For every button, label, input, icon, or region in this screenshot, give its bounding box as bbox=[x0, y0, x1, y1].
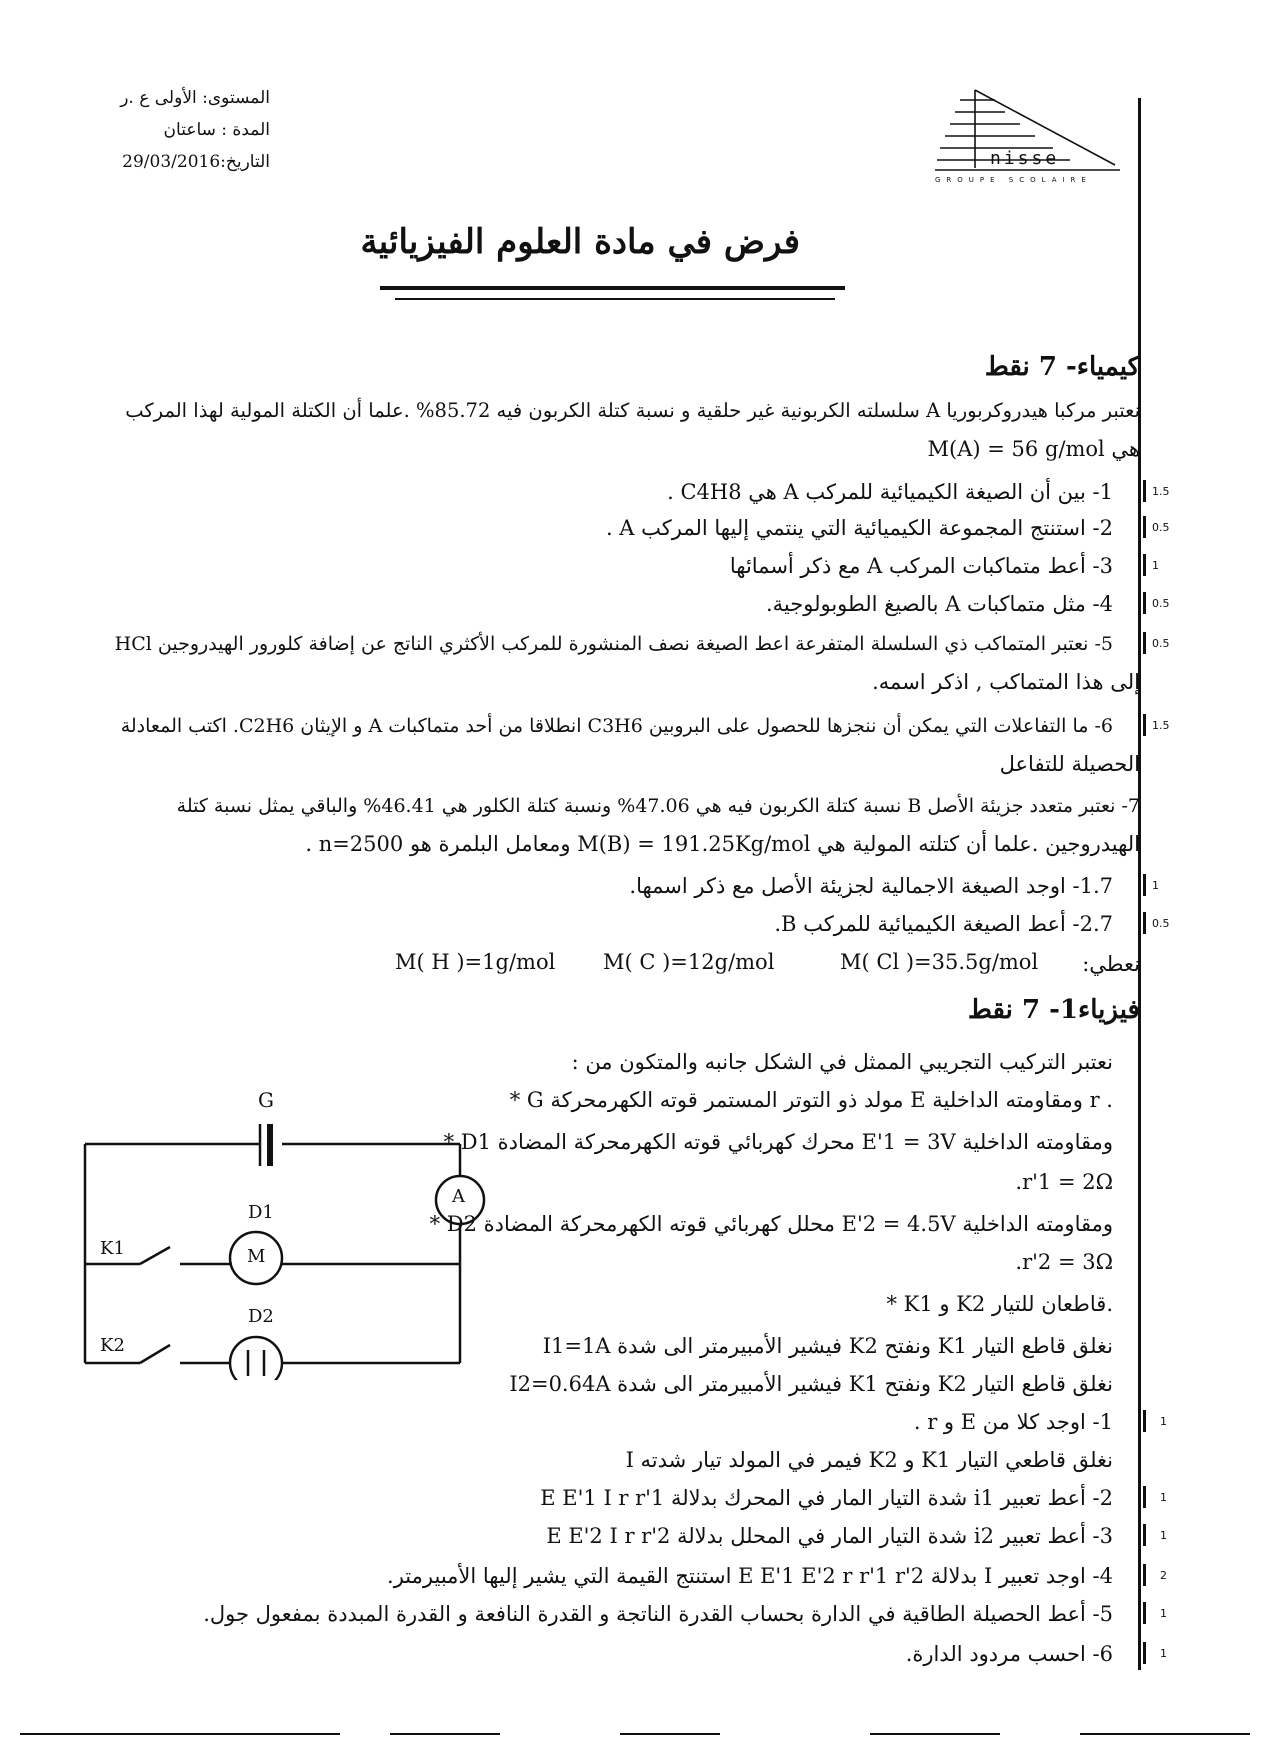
points-marker bbox=[1143, 480, 1146, 502]
switch-k1-label: K1 bbox=[100, 1238, 125, 1259]
points-marker bbox=[1143, 1564, 1146, 1586]
points-marker bbox=[1143, 1486, 1146, 1508]
chem-question-3: 3- أعط متماكبات المركب A مع ذكر أسمائها bbox=[729, 554, 1113, 578]
chem-points-7-1: 1 bbox=[1152, 879, 1159, 892]
title-underline-thin bbox=[395, 298, 835, 300]
chem-question-7-line1: 7- نعتبر متعدد جزيئة الأصل B نسبة كتلة الكربون فيه هي 47.06% ونسبة كتلة الكلور هي 46.41% والباقي يمثل نسبة كتلة bbox=[176, 795, 1140, 817]
footer-rule bbox=[390, 1733, 500, 1735]
footer-rule bbox=[1080, 1733, 1250, 1735]
phys-question-3: 3- أعط تعبير i2 شدة التيار المار في المحلل بدلالة E E'2 I r r'2 bbox=[546, 1524, 1113, 1548]
chemistry-intro-2: هي M(A) = 56 g/mol bbox=[927, 437, 1140, 461]
generator-label: G bbox=[258, 1088, 274, 1112]
header-level: المستوى: الأولى ع .ر bbox=[120, 88, 270, 108]
points-marker bbox=[1143, 1524, 1146, 1546]
chem-question-7-1: 1.7- اوجد الصيغة الاجمالية لجزيئة الأصل مع ذكر اسمها. bbox=[629, 874, 1113, 898]
given-label: نعطي: bbox=[1082, 952, 1140, 976]
phys-question-1: 1- اوجد كلا من E و r . bbox=[913, 1410, 1113, 1434]
physics-item-electrolyzer: * D2 محلل كهربائي قوته الكهرمحركة المضادة E'2 = 4.5V ومقاومته الداخلية bbox=[429, 1212, 1113, 1236]
points-marker bbox=[1143, 516, 1146, 538]
phys-points-1: 1 bbox=[1160, 1415, 1167, 1428]
points-marker bbox=[1143, 874, 1146, 896]
physics-item-k1-closed: نغلق قاطع التيار K1 ونفتح K2 فيشير الأمبيرمتر الى شدة I1=1A bbox=[542, 1334, 1113, 1358]
page-title: فرض في مادة العلوم الفيزيائية bbox=[360, 222, 800, 262]
given-cl: M( Cl )=35.5g/mol bbox=[840, 950, 1039, 974]
given-c: M( C )=12g/mol bbox=[603, 950, 775, 974]
phys-points-6: 1 bbox=[1160, 1647, 1167, 1660]
logo-subtitle: GROUPE SCOLAIRE bbox=[935, 176, 1092, 184]
phys-question-6: 6- احسب مردود الدارة. bbox=[905, 1642, 1113, 1666]
header-duration: المدة : ساعتان bbox=[163, 120, 270, 140]
chemistry-heading: كيمياء- 7 نقط bbox=[984, 352, 1140, 382]
margin-rule bbox=[1138, 98, 1141, 1670]
points-marker bbox=[1143, 1602, 1146, 1624]
chem-question-1: 1- بين أن الصيغة الكيميائية للمركب A هي C4H8 . bbox=[667, 480, 1113, 504]
motor-label: D1 bbox=[248, 1202, 274, 1223]
chemistry-intro-1: نعتبر مركبا هيدروكربوريا A سلسلته الكربونية غير حلقية و نسبة كتلة الكربون فيه 85.72% .علما أن الكتلة المولية لهذا المركب bbox=[125, 399, 1140, 422]
footer-rule bbox=[620, 1733, 720, 1735]
physics-heading: فيزياء1- 7 نقط bbox=[967, 995, 1140, 1025]
physics-item-electrolyzer-r: .r'2 = 3Ω bbox=[1015, 1250, 1113, 1274]
chem-question-4: 4- مثل متماكبات A بالصيغ الطوبولوجية. bbox=[765, 592, 1113, 616]
physics-item-motor: * D1 محرك كهربائي قوته الكهرمحركة المضادة E'1 = 3V ومقاومته الداخلية bbox=[443, 1130, 1113, 1154]
chem-points-1: 1.5 bbox=[1152, 485, 1170, 498]
physics-item-motor-r: .r'1 = 2Ω bbox=[1015, 1170, 1113, 1194]
chem-points-6: 1.5 bbox=[1152, 719, 1170, 732]
title-underline bbox=[380, 286, 845, 290]
chem-points-7-2: 0.5 bbox=[1152, 917, 1170, 930]
phys-points-3: 1 bbox=[1160, 1529, 1167, 1542]
phys-question-2: 2- أعط تعبير i1 شدة التيار المار في المحرك بدلالة E E'1 I r r'1 bbox=[540, 1486, 1113, 1510]
chem-points-2: 0.5 bbox=[1152, 521, 1170, 534]
points-marker bbox=[1143, 912, 1146, 934]
chem-points-4: 0.5 bbox=[1152, 597, 1170, 610]
header-date: التاريخ:29/03/2016 bbox=[122, 152, 270, 172]
points-marker bbox=[1143, 714, 1146, 736]
points-marker bbox=[1143, 554, 1146, 576]
phys-points-2: 1 bbox=[1160, 1491, 1167, 1504]
chem-question-2: 2- استنتج المجموعة الكيميائية التي ينتمي إليها المركب A . bbox=[605, 516, 1113, 540]
given-h: M( H )=1g/mol bbox=[395, 950, 556, 974]
chem-points-5: 0.5 bbox=[1152, 637, 1170, 650]
chem-question-5: 5- نعتبر المتماكب ذي السلسلة المتفرعة اعط الصيغة نصف المنشورة للمركب الأكثري الناتج عن إضافة كلورور الهيدروجين HCl bbox=[114, 633, 1113, 655]
motor-symbol: M bbox=[247, 1246, 266, 1267]
points-marker bbox=[1143, 592, 1146, 614]
chem-question-7-2: 2.7- أعط الصيغة الكيميائية للمركب B. bbox=[774, 912, 1113, 936]
electrolyzer-label: D2 bbox=[248, 1306, 274, 1327]
points-marker bbox=[1143, 632, 1146, 654]
school-logo bbox=[935, 80, 1120, 195]
physics-item-k2-closed: نغلق قاطع التيار K2 ونفتح K1 فيشير الأمبيرمتر الى شدة I2=0.64A bbox=[509, 1372, 1113, 1396]
physics-item-switches: * K1 و K2 قاطعان للتيار. bbox=[886, 1292, 1113, 1316]
chem-question-6-cont: الحصيلة للتفاعل bbox=[999, 752, 1140, 776]
chem-question-7-line2: الهيدروجين .علما أن كتلته المولية هي M(B) = 191.25Kg/mol ومعامل البلمرة هو n=2500 . bbox=[305, 832, 1140, 856]
footer-rule bbox=[20, 1733, 340, 1735]
phys-question-5: 5- أعط الحصيلة الطاقية في الدارة بحساب القدرة الناتجة و القدرة النافعة و القدرة المبددة بمفعول جول. bbox=[203, 1602, 1113, 1626]
logo-name: nisse bbox=[990, 148, 1060, 169]
switch-k2-label: K2 bbox=[100, 1335, 125, 1356]
footer-rule bbox=[870, 1733, 1000, 1735]
chem-question-6: 6- ما التفاعلات التي يمكن أن ننجزها للحصول على البروبين C3H6 انطلاقا من أحد متماكبات A و الإيثان C2H6. اكتب المعادلة bbox=[120, 715, 1113, 737]
physics-intro: نعتبر التركيب التجريبي الممثل في الشكل جانبه والمتكون من : bbox=[571, 1050, 1113, 1074]
points-marker bbox=[1143, 1642, 1146, 1664]
circuit-svg bbox=[70, 1080, 490, 1380]
chem-question-5-cont: إلى هذا المتماكب , اذكر اسمه. bbox=[872, 670, 1140, 694]
circuit-diagram bbox=[70, 1080, 490, 1380]
points-marker bbox=[1143, 1410, 1146, 1432]
chem-points-3: 1 bbox=[1152, 559, 1159, 572]
phys-question-4: 4- اوجد تعبير I بدلالة E E'1 E'2 r r'1 r'2 استنتج القيمة التي يشير إليها الأمبيرمتر. bbox=[387, 1564, 1113, 1588]
phys-points-5: 1 bbox=[1160, 1607, 1167, 1620]
phys-points-4: 2 bbox=[1160, 1569, 1167, 1582]
physics-item-generator: * G مولد ذو التوتر المستمر قوته الكهرمحركة E ومقاومته الداخلية r . bbox=[509, 1088, 1113, 1112]
phys-both-closed: نغلق قاطعي التيار K1 و K2 فيمر في المولد تيار شدته I bbox=[625, 1448, 1113, 1472]
ammeter-label: A bbox=[452, 1186, 465, 1207]
